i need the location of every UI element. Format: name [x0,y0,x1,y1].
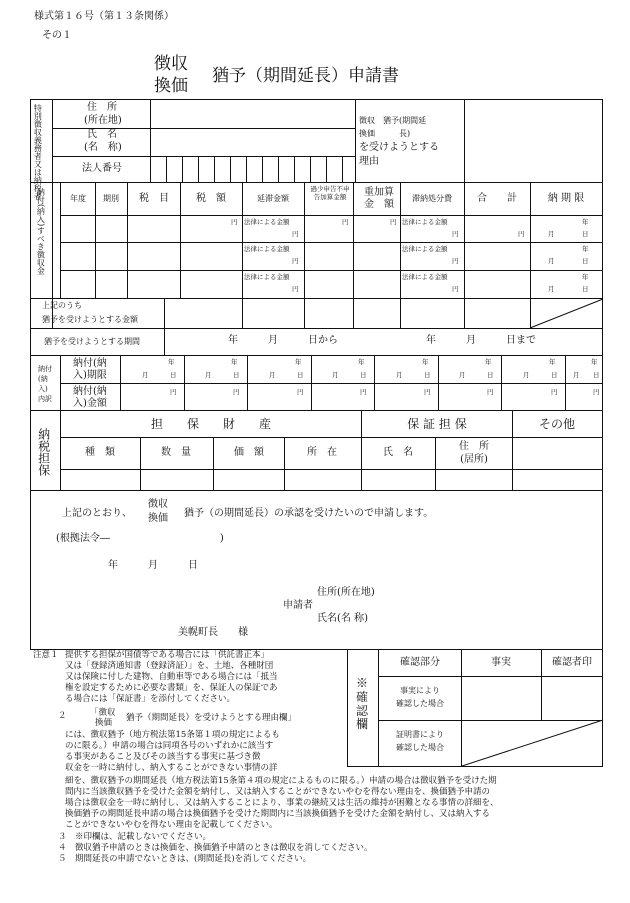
address-label: 住 所 [87,102,117,113]
period-to[interactable]: 年 月 日まで [426,335,536,346]
yen-unit: 円 [424,388,431,396]
legal-amount-label: 法律による金額 [244,245,290,253]
month-unit: 月 [548,285,555,293]
applicant-label: 申請者 [283,600,313,611]
note-2-line: ことができないやむを得ない理由を記載してください。 [65,820,278,830]
yen-unit: 円 [487,388,494,396]
note-2-line: 場合は徴収金を一時に納付し、又は納入することにより、事業の継続又は生活の維持が困難となる事情の詳細を、 [65,798,499,808]
day-unit: 日 [297,371,304,379]
year-unit: 年 [231,358,238,366]
breakdown-amount-label: 納付(納 [73,386,107,397]
yen-unit: 円 [452,257,459,265]
note-4: ４ 徴収猶予申請のときは換価を、換価猶予申請のときは徴収を消してください。 [58,843,373,853]
yen-unit: 円 [452,285,459,293]
month-unit: 月 [205,371,212,379]
month-unit: 月 [523,371,530,379]
note-2-line: 細を、徴収猶予の期間延長（地方税法第15条第４項の規定によるものに限る。）申請の場合は徴収猶予を受けた期 [65,776,497,786]
confirm-head-part: 確認部分 [400,657,440,668]
declaration-type-collection: 徴収 [148,499,168,510]
guarantee-head: 保 証 担 保 [407,417,467,431]
col-value: 価 額 [234,447,264,458]
note-5: ５ 期間延長の申請でないときは、(期間延長)を消してください。 [58,854,312,864]
day-unit: 日 [593,371,600,379]
note-1-line: 又は保険に付した建物、自動車等である場合には「抵当 [65,672,278,682]
name-field[interactable] [151,129,355,156]
year-unit: 年 [582,245,589,253]
confirm-by-certificate: 証明書により [396,730,444,739]
applicant-address-label: 住所(所在地) [317,587,375,598]
confirm-by-fact-2: 確認した場合 [396,699,444,708]
col-header-tax-amount: 税 額 [196,193,226,204]
day-unit: 日 [424,371,431,379]
year-unit: 年 [422,358,429,366]
tax-side-label: 納付(納入)すべき徴収金 [36,188,46,275]
period-label: 猶予を受けようとする期間 [44,337,140,346]
col-header-delinquency: 延滞金額 [257,194,289,203]
legal-amount-label: 法律による金額 [244,273,290,281]
month-unit: 月 [332,371,339,379]
col-header-heavy-penalty: 重加算金 額 [364,187,394,210]
year-unit: 年 [358,358,365,366]
reason-label-2: 換価 長) [359,129,411,138]
col-guarantor-name: 氏 名 [383,447,413,458]
month-unit: 月 [459,371,466,379]
year-unit: 年 [582,273,589,281]
month-unit: 月 [142,371,149,379]
reason-label-4: 理由 [359,156,379,167]
name-sub-label: (名 称) [84,142,122,153]
yen-unit: 円 [170,388,177,396]
yen-unit: 円 [360,388,367,396]
reason-label-3: を受けようとする [359,142,439,153]
yen-unit: 円 [231,218,238,226]
corp-no-label: 法人番号 [82,163,122,174]
name-label: 氏 名 [87,129,117,140]
yen-unit: 円 [233,388,240,396]
note-2-label: ２ [58,711,67,721]
note-2-line: 収金を一時に納付し、納入することができない事情の詳 [65,763,278,773]
note-2-line: 間内に当該徴収猶予を受けた金額を納付し、又は納入することができないやむを得ない理由を、換価猶予申請の [65,787,491,797]
day-unit: 日 [582,285,589,293]
month-unit: 月 [548,230,555,238]
note-1-line: 権を設定するために必要な書類」を、保証人の保証であ [65,683,278,693]
collateral-side-label: 納税担保 [36,428,51,476]
declaration-text: 猶予（の期間延長）の承認を受けたいので申請します。 [184,508,434,519]
legal-amount-label: 法律による金額 [402,273,448,281]
note-1-line: 又は「登録済通知書（登録済証）」を、土地、各種財団 [65,661,274,671]
applicant-name-label: 氏名(名 称) [317,613,368,624]
yen-unit: 円 [297,388,304,396]
year-unit: 年 [591,358,598,366]
col-kind: 種 類 [85,447,115,458]
day-unit: 日 [582,257,589,265]
col-header-disposition: 滞納処分費 [412,194,452,203]
month-unit: 月 [269,371,276,379]
legal-basis[interactable]: (根拠法令― ) [56,533,224,544]
note-2-line: 換価猶予の期間延長申請の場合は換価猶予を受けた期間内に当該換価猶予を受けた金額を納付し、又は納入する [65,809,491,819]
addressee: 美幌町長 様 [178,627,248,638]
col-guarantor-address: 住 所 [459,441,489,452]
year-unit: 年 [582,218,589,226]
type-collection: 徴収 [154,54,188,74]
reason-field[interactable] [465,101,602,182]
year-unit: 年 [295,358,302,366]
address-field[interactable] [151,101,355,128]
col-header-year: 年度 [70,194,86,203]
type-realization: 換価 [154,76,188,96]
address-sub-label: (所在地) [84,115,122,126]
of-which-label-2: 猶予を受けようとする金額 [42,315,138,324]
note-1-label: 注意１ [33,650,59,660]
note-2-type-collection: 「徴収 [90,708,116,718]
day-unit: 日 [170,371,177,379]
col-header-total: 合 計 [477,193,517,204]
note-3: ３ ※印欄は、記載しないでください。 [58,832,212,842]
note-2-line: には、徴収猶予（地方税法第15条第１項の規定によるも [65,730,280,740]
breakdown-amount-label-2: 入)金額 [73,398,107,409]
month-unit: 月 [573,371,580,379]
breakdown-due-label: 納付(納 [73,358,107,369]
col-header-tax-item: 税 目 [139,193,169,204]
note-2-line: のに限る。）申請の場合は同項各号のいずれかに該当す [65,741,274,751]
col-header-penalty: 過少申告不申告加算金額 [310,185,350,201]
confirm-side-label: ※確認欄 [356,676,369,732]
col-header-due-date: 納 期 限 [547,193,585,204]
confirm-by-fact: 事実により [400,686,440,695]
legal-amount-label: 法律による金額 [244,218,290,226]
note-2-line: る事実があること及びその該当する事実に基づき徴 [65,752,261,762]
breakdown-due-label-2: 入)期限 [73,370,107,381]
year-unit: 年 [549,358,556,366]
year-unit: 年 [168,358,175,366]
yen-unit: 円 [518,230,525,238]
yen-unit: 円 [593,388,600,396]
year-unit: 年 [485,358,492,366]
application-date[interactable]: 年 月 日 [108,560,198,571]
confirm-head-seal: 確認者印 [552,657,592,668]
declaration-type-realization: 換価 [148,513,168,524]
other-head: その他 [538,417,576,431]
legal-amount-label: 法律による金額 [402,218,448,226]
month-unit: 月 [548,257,555,265]
form-title: 猶予（期間延長）申請書 [212,66,399,86]
reason-label-1: 徴収 猶予(期間延 [359,116,427,125]
col-guarantor-residence: (居所) [460,454,488,465]
note-2-type-realization: 換価 [95,718,113,728]
note-1-line: 提供する担保が国債等である場合には「供託書正本」 [65,650,270,660]
collateral-property-head: 担 保 財 産 [150,417,272,431]
yen-unit: 円 [452,230,459,238]
confirm-head-fact: 事実 [491,657,511,668]
obligor-side-label: 特別徴収義務者又は納税者 [33,104,43,200]
form-sub: その１ [42,30,72,41]
day-unit: 日 [233,371,240,379]
confirm-by-certificate-2: 確認した場合 [396,743,444,752]
yen-unit: 円 [292,257,299,265]
legal-amount-label: 法律による金額 [402,245,448,253]
col-header-period: 期別 [103,194,119,203]
declaration-pre: 上記のとおり、 [62,508,132,519]
col-quantity: 数 量 [161,447,191,458]
breakdown-side-label: 納付(納入)内訳 [38,365,52,404]
note-1-line: る場合には「保証書」を添付してください。 [65,694,236,704]
yen-unit: 円 [292,285,299,293]
col-location: 所 在 [307,447,337,458]
day-unit: 日 [487,371,494,379]
corp-no-field[interactable] [151,157,355,182]
yen-unit: 円 [390,218,397,226]
form-number: 様式第１６号（第１３条関係） [34,11,174,22]
day-unit: 日 [582,230,589,238]
yen-unit: 円 [551,388,558,396]
note-2-line: 猶予（期間延長）を受けようとする理由欄」 [126,713,297,723]
yen-unit: 円 [342,218,349,226]
period-from[interactable]: 年 月 日から [228,335,338,346]
of-which-label: 上記のうち [42,301,82,310]
day-unit: 日 [360,371,367,379]
yen-unit: 円 [292,230,299,238]
month-unit: 月 [396,371,403,379]
day-unit: 日 [551,371,558,379]
